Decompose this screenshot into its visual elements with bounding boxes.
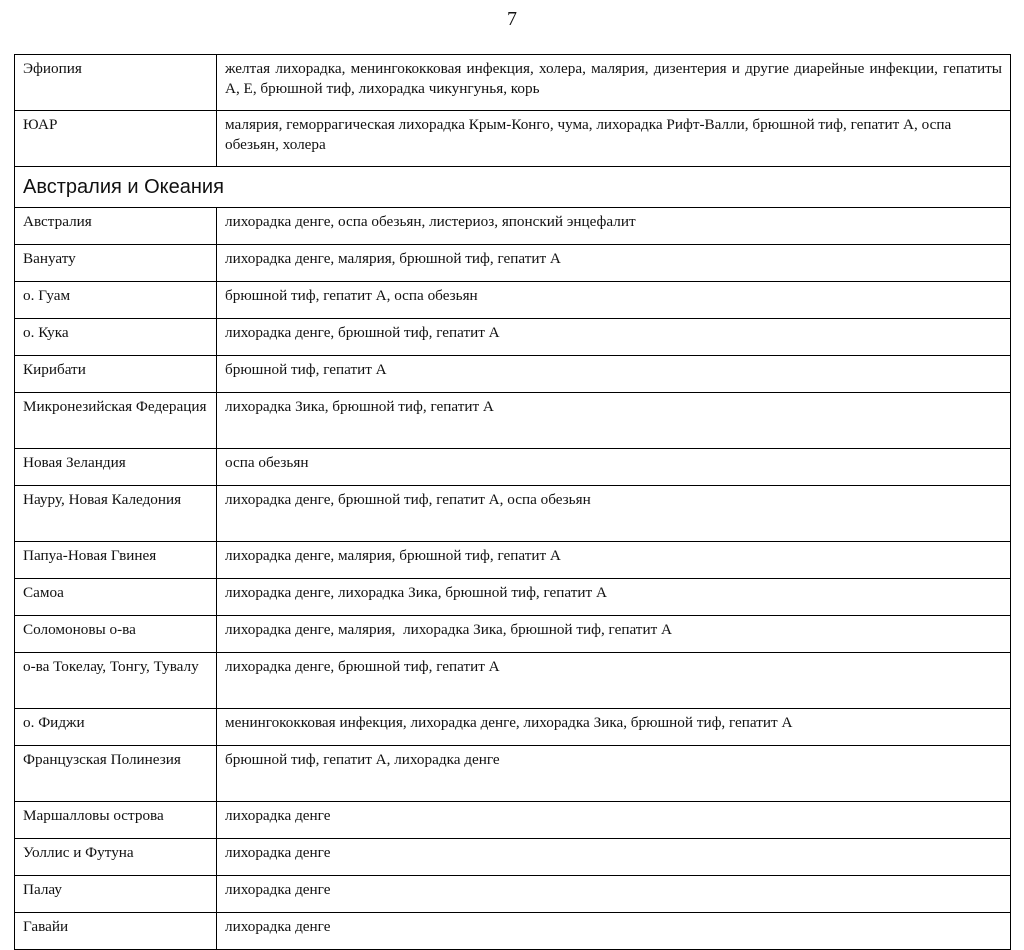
table-row: [15, 579, 1011, 616]
country-cell: о. Гуам: [15, 282, 217, 319]
country-cell: Маршалловы острова: [15, 802, 217, 839]
country-cell: Уоллис и Футуна: [15, 839, 217, 876]
country-cell: Соломоновы о-ва: [15, 616, 217, 653]
country-cell: Науру, Новая Каледония: [15, 486, 217, 542]
table-row: [15, 802, 1011, 839]
country-cell: Самоа: [15, 579, 217, 616]
table-row: [15, 913, 1011, 950]
table-row: [15, 486, 1011, 542]
table-row: [15, 542, 1011, 579]
table-row: [15, 653, 1011, 709]
country-cell: Новая Зеландия: [15, 449, 217, 486]
country-cell: Гавайи: [15, 913, 217, 950]
diseases-cell: брюшной тиф, гепатит А, лихорадка денге: [217, 746, 1011, 802]
diseases-cell: лихорадка денге: [217, 913, 1011, 950]
diseases-cell: лихорадка денге, малярия, брюшной тиф, гепатит А: [217, 245, 1011, 282]
table-row: [15, 282, 1011, 319]
table-row: [15, 319, 1011, 356]
table-row: [15, 356, 1011, 393]
diseases-cell: лихорадка денге, брюшной тиф, гепатит А: [217, 653, 1011, 709]
table-row: [15, 245, 1011, 282]
country-cell: Папуа-Новая Гвинея: [15, 542, 217, 579]
region-title: Австралия и Океания: [15, 167, 1011, 208]
diseases-cell: брюшной тиф, гепатит А: [217, 356, 1011, 393]
country-cell: Австралия: [15, 208, 217, 245]
country-cell: Вануату: [15, 245, 217, 282]
table-row: [15, 208, 1011, 245]
country-cell: ЮАР: [15, 111, 217, 167]
table-row: [15, 746, 1011, 802]
region-header-row: [15, 167, 1011, 208]
diseases-cell: лихорадка денге, оспа обезьян, листериоз, японский энцефалит: [217, 208, 1011, 245]
country-cell: о. Фиджи: [15, 709, 217, 746]
page-number: 7: [507, 8, 517, 30]
diseases-cell: лихорадка денге, малярия, брюшной тиф, гепатит А: [217, 542, 1011, 579]
diseases-cell: лихорадка денге: [217, 802, 1011, 839]
diseases-cell: лихорадка денге, брюшной тиф, гепатит А: [217, 319, 1011, 356]
table-row: [15, 709, 1011, 746]
country-cell: Палау: [15, 876, 217, 913]
country-cell: о. Кука: [15, 319, 217, 356]
table-row-south-africa: [15, 111, 1011, 167]
diseases-cell: лихорадка денге: [217, 876, 1011, 913]
country-cell: Микронезийская Федерация: [15, 393, 217, 449]
table-row-ethiopia: [15, 55, 1011, 111]
table-row: [15, 393, 1011, 449]
diseases-cell: желтая лихорадка, менингококковая инфекция, холера, малярия, дизентерия и другие диарейные инфекции, гепатиты А, Е, брюшной тиф, лихорадка чикунгунья, корь: [217, 55, 1011, 111]
diseases-cell: лихорадка денге, брюшной тиф, гепатит А, оспа обезьян: [217, 486, 1011, 542]
country-cell: Французская Полинезия: [15, 746, 217, 802]
diseases-cell: оспа обезьян: [217, 449, 1011, 486]
table-row: [15, 616, 1011, 653]
country-cell: Эфиопия: [15, 55, 217, 111]
diseases-cell: лихорадка денге, малярия, лихорадка Зика, брюшной тиф, гепатит А: [217, 616, 1011, 653]
country-cell: Кирибати: [15, 356, 217, 393]
disease-table: [14, 54, 1011, 950]
diseases-cell: менингококковая инфекция, лихорадка денге, лихорадка Зика, брюшной тиф, гепатит А: [217, 709, 1011, 746]
diseases-cell: брюшной тиф, гепатит А, оспа обезьян: [217, 282, 1011, 319]
table-row: [15, 876, 1011, 913]
country-cell: о-ва Токелау, Тонгу, Тувалу: [15, 653, 217, 709]
diseases-cell: лихорадка денге: [217, 839, 1011, 876]
diseases-cell: лихорадка денге, лихорадка Зика, брюшной тиф, гепатит А: [217, 579, 1011, 616]
table-row: [15, 839, 1011, 876]
table-row: [15, 449, 1011, 486]
diseases-cell: малярия, геморрагическая лихорадка Крым-Конго, чума, лихорадка Рифт-Валли, брюшной тиф, гепатит А, оспа обезьян, холера: [217, 111, 1011, 167]
diseases-cell: лихорадка Зика, брюшной тиф, гепатит А: [217, 393, 1011, 449]
